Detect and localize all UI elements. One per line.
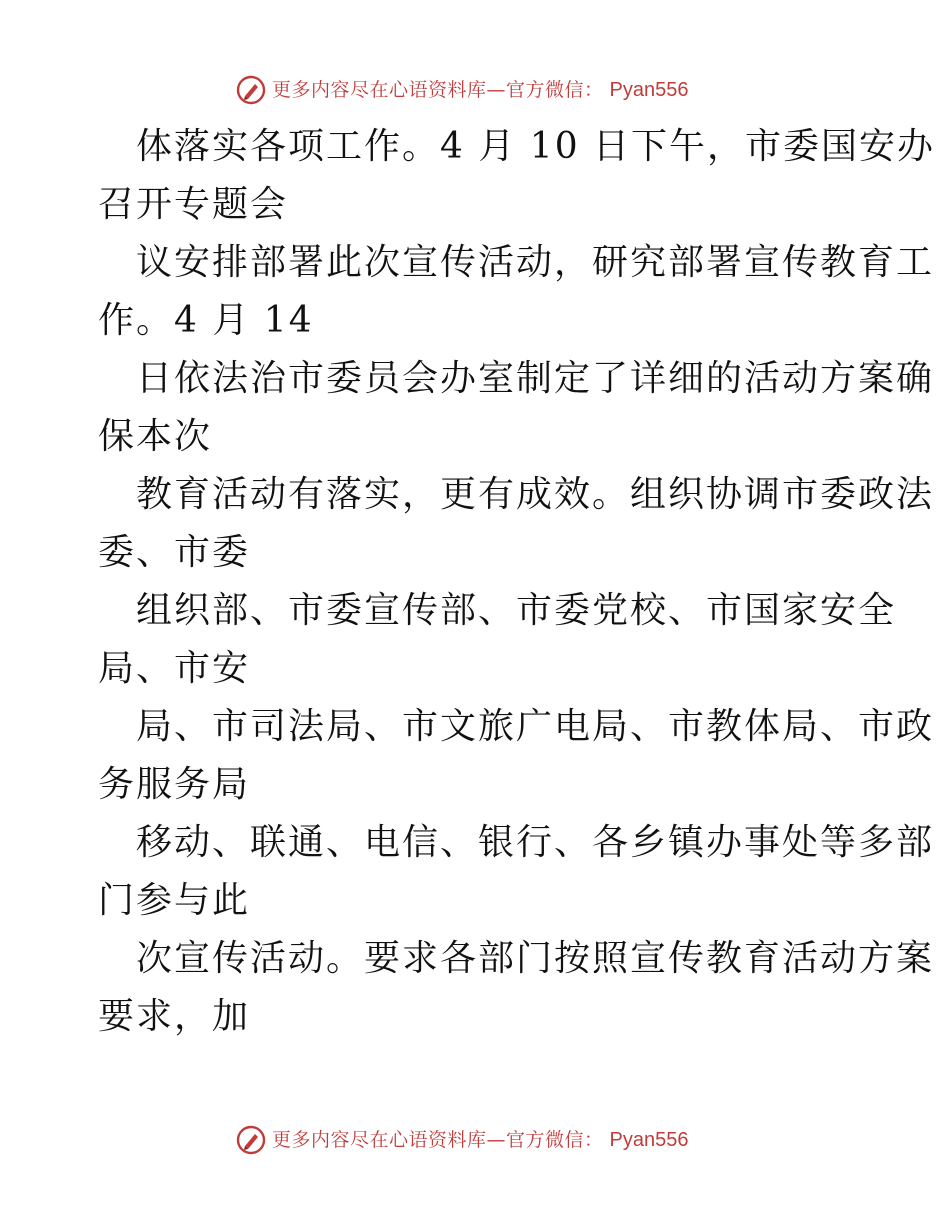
text-line: 要求，加 bbox=[98, 996, 251, 1037]
pen-logo-icon bbox=[236, 1125, 266, 1155]
pen-logo-icon bbox=[236, 75, 266, 105]
text-line: 次宣传活动。要求各部门按照宣传教育活动方案 bbox=[136, 938, 935, 979]
header-watermark bbox=[236, 72, 688, 108]
text-line: 教育活动有落实，更有成效。组织协调市委政法 bbox=[136, 474, 935, 515]
text-line: 局、市安 bbox=[98, 648, 251, 689]
watermark-text: 更多内容尽在心语资料库—官方微信： bbox=[272, 1128, 604, 1151]
text-line: 日依法治市委员会办室制定了详细的活动方案确 bbox=[136, 358, 935, 399]
footer-watermark bbox=[236, 1122, 688, 1158]
text-line: 召开专题会 bbox=[98, 184, 289, 225]
text-line: 门参与此 bbox=[98, 880, 251, 921]
text-line: 体落实各项工作。4 月 10 日下午，市委国安办 bbox=[136, 126, 936, 167]
text-line: 议安排部署此次宣传活动，研究部署宣传教育工 bbox=[136, 242, 935, 283]
text-line: 局、市司法局、市文旅广电局、市教体局、市政 bbox=[136, 706, 935, 747]
body-text bbox=[98, 118, 936, 1046]
text-line: 务服务局 bbox=[98, 764, 251, 805]
text-line: 作。4 月 14 bbox=[98, 300, 314, 341]
text-line: 移动、联通、电信、银行、各乡镇办事处等多部 bbox=[136, 822, 935, 863]
watermark-text: 更多内容尽在心语资料库—官方微信： bbox=[272, 78, 604, 101]
text-line: 委、市委 bbox=[98, 532, 251, 573]
watermark-wechat-id: Pyan556 bbox=[609, 78, 689, 101]
text-line: 保本次 bbox=[98, 416, 213, 457]
watermark-wechat-id: Pyan556 bbox=[609, 1128, 689, 1151]
text-line: 组织部、市委宣传部、市委党校、市国家安全 bbox=[136, 590, 897, 631]
